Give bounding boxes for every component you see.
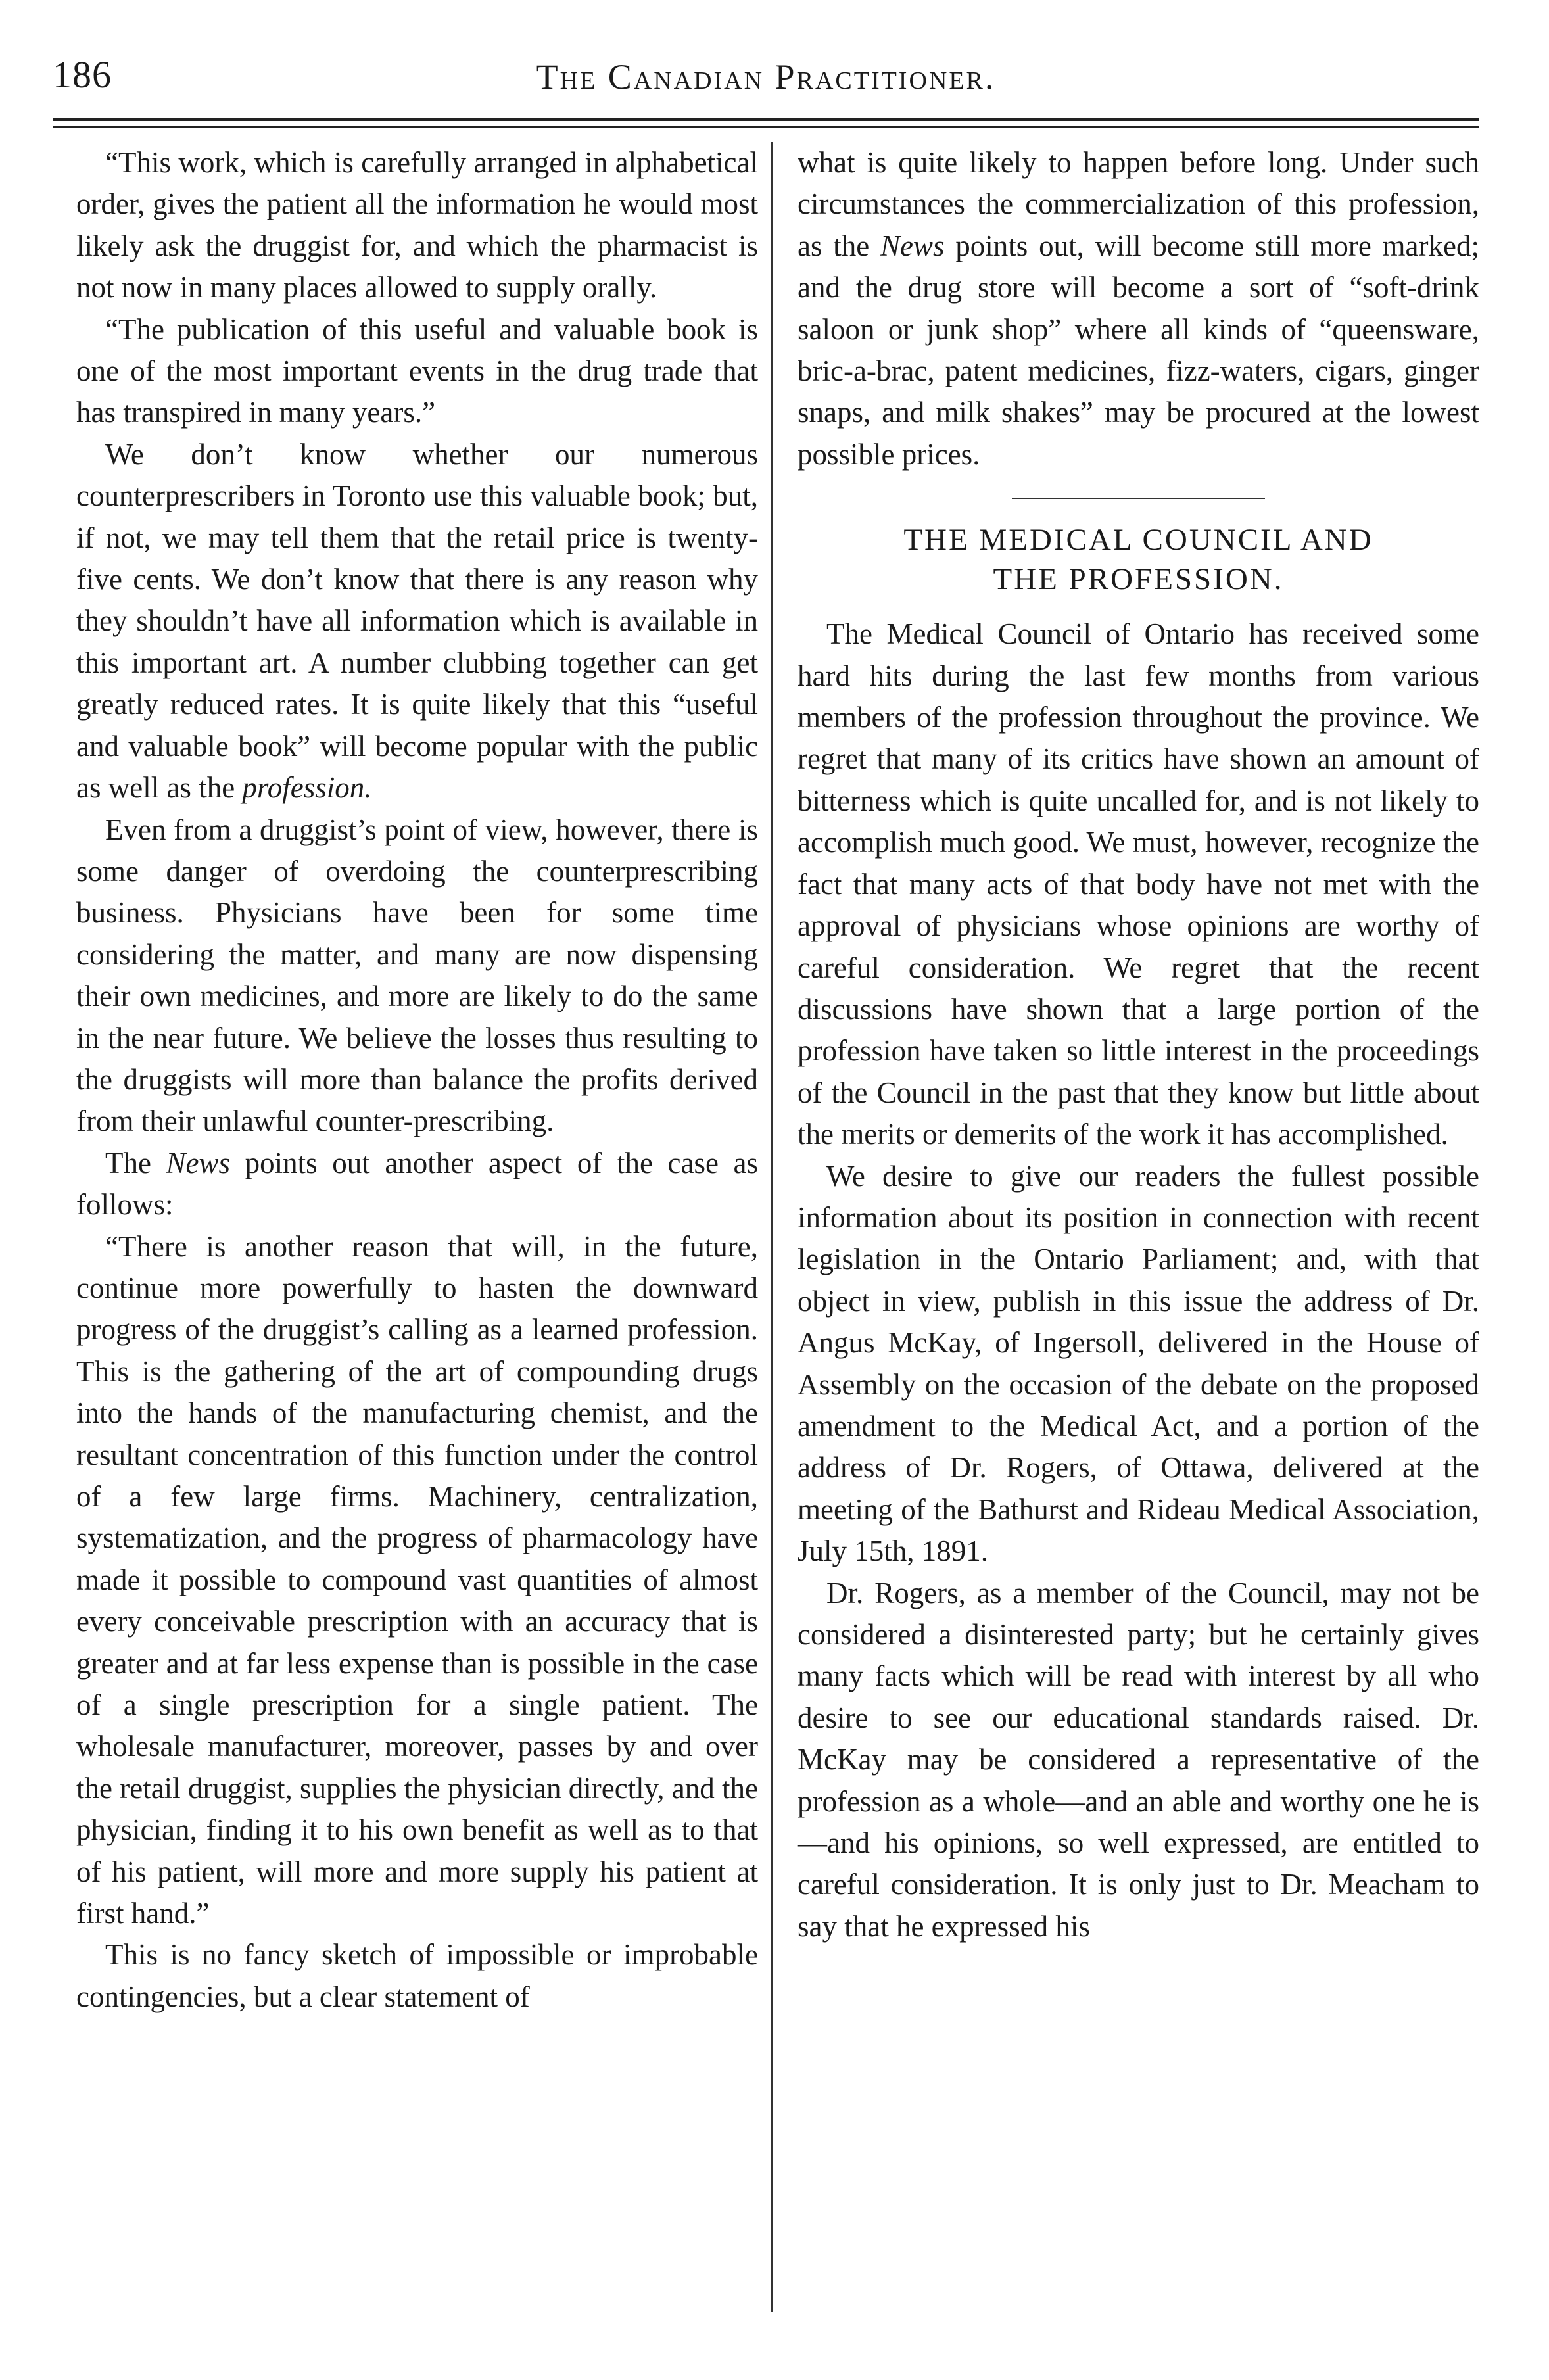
left-paragraph-3-italic: profession.	[242, 771, 372, 805]
right-paragraph-1	[798, 142, 1479, 475]
left-paragraph-1: “This work, which is carefully arranged in alphabetical order, gives the patient all the information he would most likely ask the druggist for, and which the pharmacist is not now in many places allowed to supply orally.	[76, 146, 758, 304]
left-paragraph-5-prefix: The	[105, 1146, 166, 1179]
section-heading	[798, 520, 1479, 599]
right-paragraph-2: The Medical Council of Ontario has received some hard hits during the last few months from various members of the profession throughout the province. We regret that many of its critics have shown an amount of bitterness which is quite uncalled for, and is not likely to accomplish much good. We must, however, recognize the fact that many acts of that body have not met with the approval of physicians whose opinions are worthy of careful consideration. We regret that the recent discussions have shown that a large portion of the profession have taken so little interest in the proceedings of the Council in the past that they know but little about the merits or demerits of the work it has accomplished.	[798, 617, 1479, 1151]
left-paragraph-6: “There is another reason that will, in the future, continue more powerfully to hasten the downward progress of the druggist’s calling as a learned profession. This is the gathering of the art of compounding drugs into the hands of the manufacturing chemist, and the resultant concentration of this function under the control of a few large firms. Machinery, centralization, systematization, and the progress of pharmacology have made it possible to compound vast quantities of almost every conceivable prescription with an accuracy that is greater and at far less expense than is possible in the case of a single prescription for a single patient. The wholesale manufacturer, moreover, passes by and over the retail druggist, supplies the physician directly, and the physician, finding it to his own benefit as well as to that of his patient, will more and more supply his patient at first hand.”	[76, 1229, 758, 1930]
header-rule-thick	[53, 118, 1479, 121]
right-column	[798, 142, 1479, 1947]
left-paragraph-2: “The publication of this useful and valuable book is one of the most important events in the drug trade that has transpired in many years.”	[76, 312, 758, 429]
right-paragraph-1-suffix: points out, will become still more marked; and the drug store will become a sort of “soft-drink saloon or junk shop” where all kinds of “queensware, bric-a-brac, patent medicines, fizz-waters, cigars, ginger snaps, and milk shakes” may be procured at the lowest possible prices.	[798, 229, 1479, 471]
column-divider	[771, 142, 773, 2312]
left-paragraph-3	[76, 434, 758, 809]
section-divider-rule	[1012, 498, 1265, 499]
right-paragraph-1-prefix: what is quite likely to happen before long. Under such circumstances the commercialization of this profession, as the	[798, 146, 1479, 262]
right-paragraph-1-italic: News	[880, 229, 945, 262]
right-paragraph-3: We desire to give our readers the fullest possible information about its position in connection with recent legislation in the Ontario Parliament; and, with that object in view, publish in this issue the address of Dr. Angus McKay, of Ingersoll, delivered in the House of Assembly on the occasion of the debate on the proposed amendment to the Medical Act, and a portion of the address of Dr. Rogers, of Ottawa, delivered at the meeting of the Bathurst and Rideau Medical Association, July 15th, 1891.	[798, 1159, 1479, 1568]
page-number: 186	[53, 53, 112, 96]
left-paragraph-5-italic: News	[166, 1146, 231, 1179]
running-head: The Canadian Practitioner.	[536, 57, 996, 97]
right-paragraph-4: Dr. Rogers, as a member of the Council, may not be considered a disinterested party; but he certainly gives many facts which will be read with interest by all who desire to see our educational standards raised. Dr. McKay may be considered a representative of the profession as a whole—and an able and worthy one he is—and his opinions, so well expressed, are entitled to careful consideration. It is only just to Dr. Meacham to say that he expressed his	[798, 1576, 1479, 1943]
left-paragraph-7: This is no fancy sketch of impossible or improbable contingencies, but a clear statement of	[76, 1938, 758, 2013]
left-paragraph-4: Even from a druggist’s point of view, however, there is some danger of overdoing the counterprescribing business. Physicians have been for some time considering the matter, and many are now dispensing their own medicines, and more are likely to do the same in the near future. We believe the losses thus resulting to the druggists will more than balance the profits derived from their unlawful counter-prescribing.	[76, 813, 758, 1138]
section-heading-line-2: THE PROFESSION.	[993, 562, 1284, 597]
header-rule-thin	[53, 126, 1479, 128]
left-paragraph-5	[76, 1143, 758, 1226]
left-paragraph-5-suffix: points out another aspect of the case as follows:	[76, 1146, 758, 1222]
left-paragraph-3-text: We don’t know whether our numerous counterprescribers in Toronto use this valuable book; but, if not, we may tell them that the retail price is twenty-five cents. We don’t know that there is any reason why they shouldn’t have all information which is available in this important art. A number clubbing together can get greatly reduced rates. It is quite likely that this “useful and valuable book” will become popular with the public as well as the	[76, 437, 758, 805]
left-column	[76, 142, 758, 2018]
section-heading-line-1: THE MEDICAL COUNCIL AND	[903, 523, 1373, 558]
page-header	[53, 47, 1479, 120]
